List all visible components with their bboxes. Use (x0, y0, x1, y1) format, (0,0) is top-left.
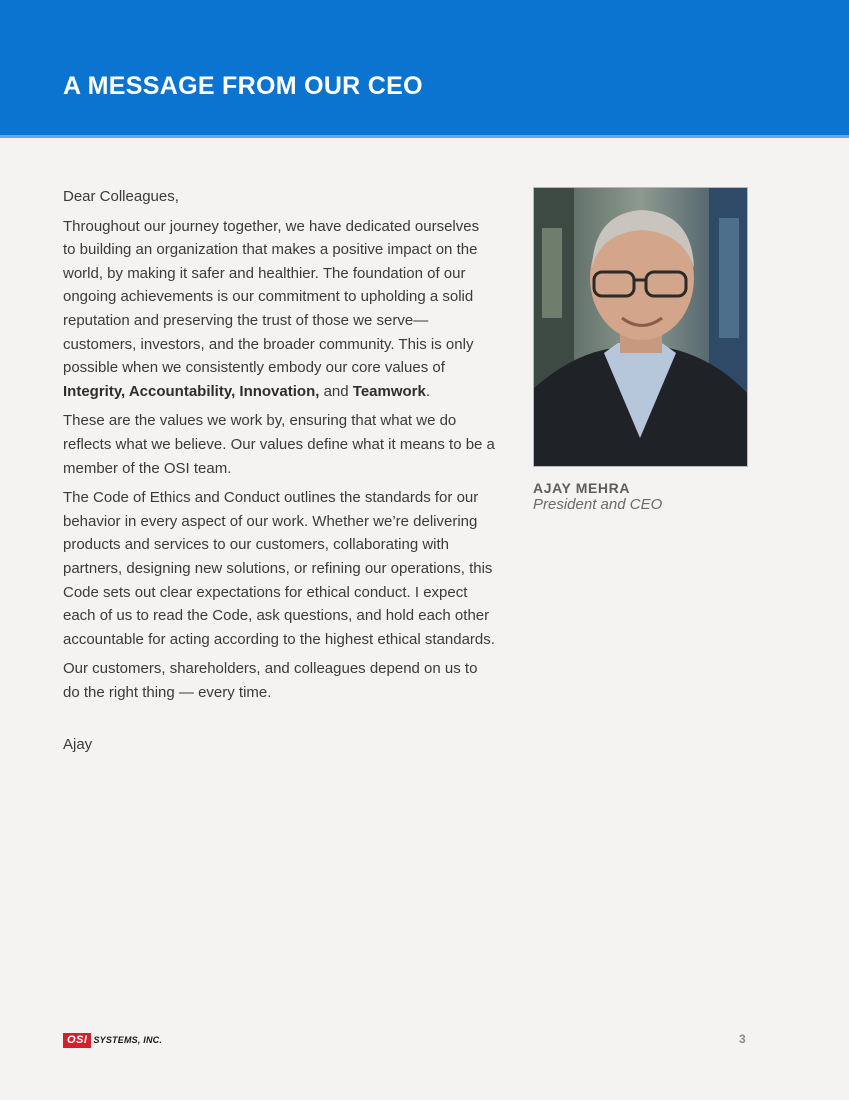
logo-mark: OSI (63, 1033, 91, 1048)
ceo-letter (63, 185, 495, 763)
ceo-name: AJAY MEHRA (533, 480, 631, 496)
signature: Ajay (63, 736, 93, 754)
paragraph-text: . (425, 382, 431, 400)
teamwork-bold: Teamwork (352, 382, 426, 400)
core-values-bold: Integrity, Accountability, Innovation, (63, 382, 320, 400)
letter-paragraph-3: The Code of Ethics and Conduct outlines the standards for our behavior in every aspect of our work. Whether we’re delivering products and services to our customers, collaborating with partners, designing new solutions, or refining our operations, this Code sets out clear expectations for ethical conduct. I expect each of us to read the Code, ask questions, and hold each other accountable for acting according to the highest ethical standards. (63, 489, 495, 648)
company-logo (63, 1033, 162, 1047)
salutation: Dear Colleagues, (63, 188, 179, 205)
ceo-portrait-photo (533, 187, 748, 467)
letter-paragraph-2: These are the values we work by, ensuring that what we do reflects what we believe. Our values define what it means to be a member of the OSI team. (63, 412, 495, 477)
ceo-role: President and CEO (533, 496, 663, 513)
logo-text: SYSTEMS, INC. (93, 1035, 163, 1045)
page-header (0, 0, 849, 138)
page-title: A MESSAGE FROM OUR CEO (63, 72, 423, 100)
page-number: 3 (739, 1032, 746, 1046)
letter-paragraph-4: Our customers, shareholders, and colleagues depend on us to do the right thing — every time. (63, 660, 478, 701)
paragraph-text: Throughout our journey together, we have dedicated ourselves to building an organization that makes a positive impact on the world, by making it safer and healthier. The foundation of our ongoing achievements is our commitment to upholding a solid reputation and preserving the trust of those we serve—customers, investors, and the broader community. This is only possible when we consistently embody our core values of (63, 217, 480, 377)
paragraph-text: and (319, 382, 353, 400)
letter-paragraph-1 (63, 215, 495, 404)
